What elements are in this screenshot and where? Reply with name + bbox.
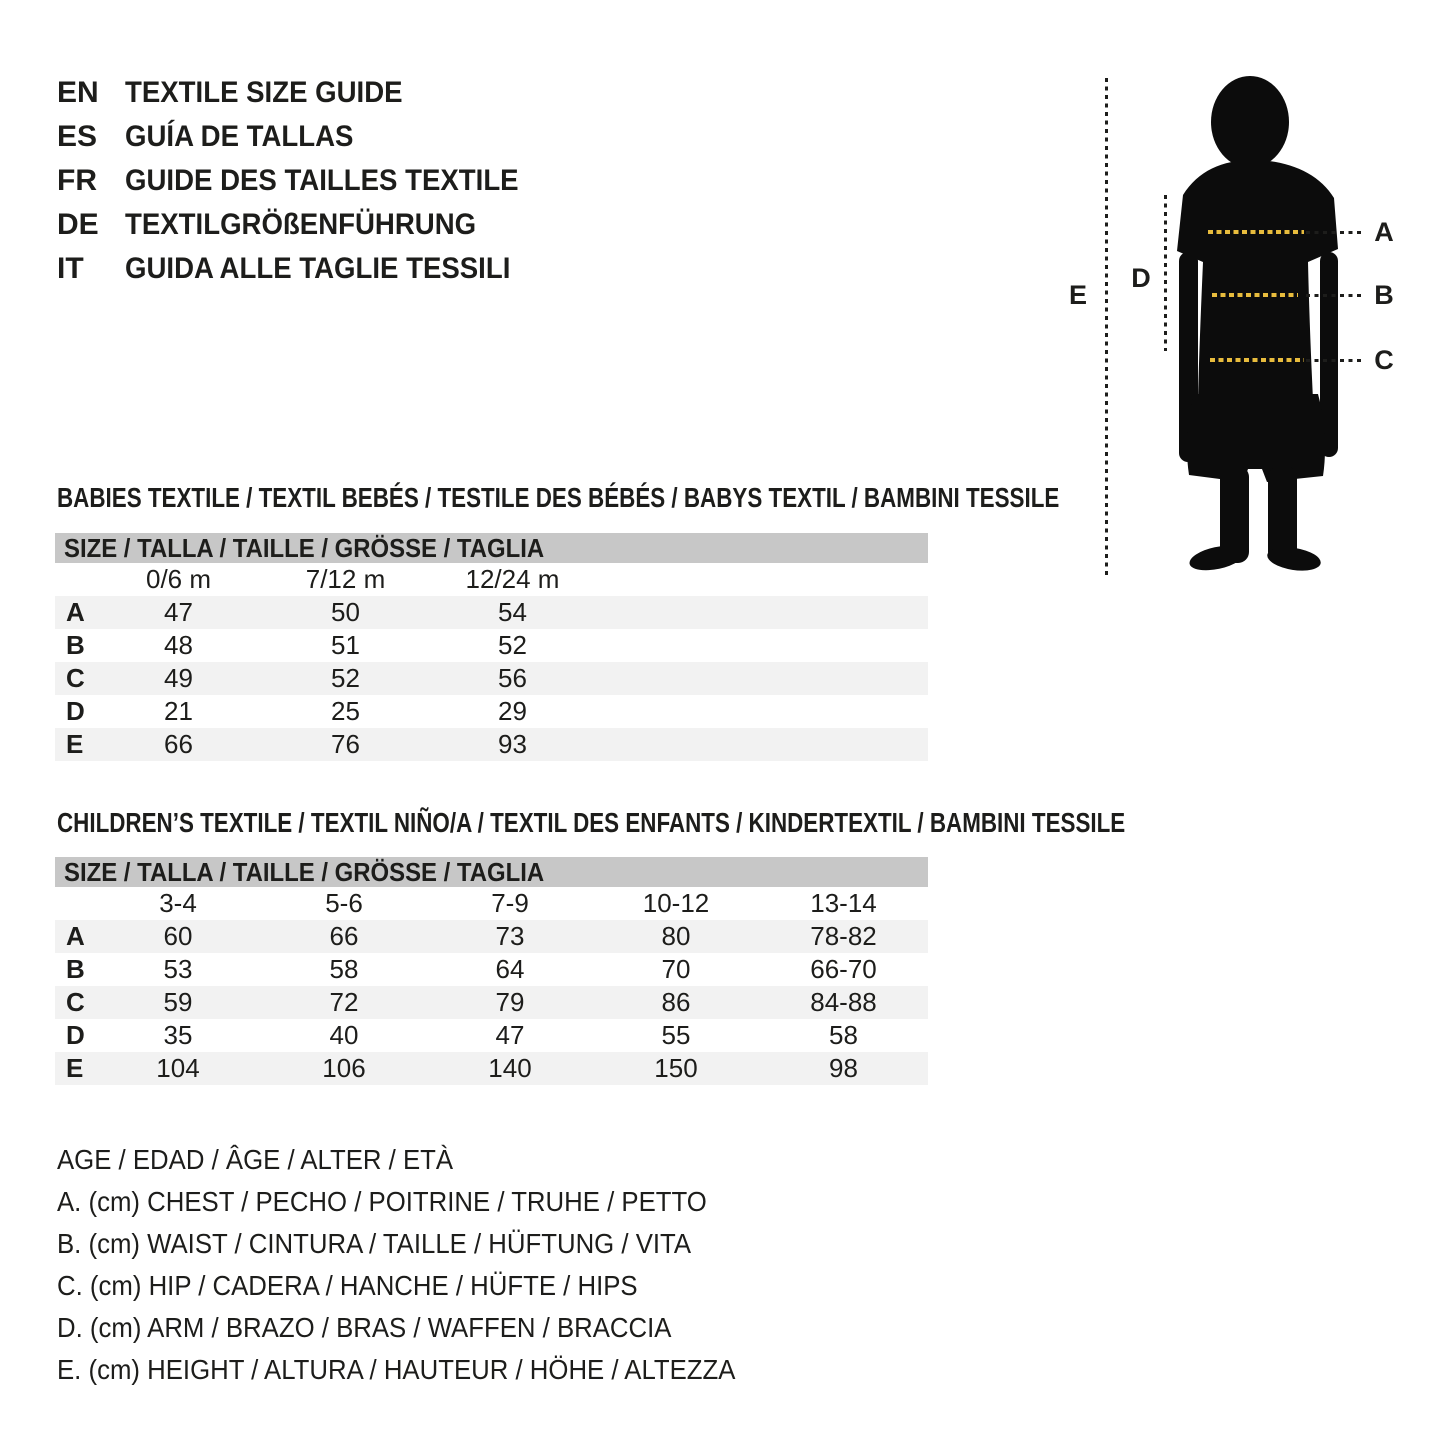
cell-value: 78-82: [810, 921, 877, 951]
cell-value: 52: [498, 630, 527, 660]
cell-value: 52: [331, 663, 360, 693]
table-row-a: [55, 596, 928, 629]
cell-value: 54: [498, 597, 527, 627]
table-row-c: [55, 986, 928, 1019]
legend-age-text: AGE / EDAD / ÂGE / ALTER / ETÀ: [57, 1144, 454, 1175]
guide-title-en: TEXTILE SIZE GUIDE: [125, 76, 403, 109]
legend-line-height: [57, 1349, 794, 1391]
cell-value: 98: [829, 1053, 858, 1083]
cell-value: 35: [163, 1020, 193, 1050]
children-table-header-bar: [55, 857, 928, 887]
cell-value: 48: [164, 630, 193, 660]
cell-value: 140: [488, 1053, 532, 1083]
cell-value: 29: [498, 696, 527, 726]
children-column-7-9: 7-9: [491, 888, 529, 918]
language-row-de: [57, 203, 553, 247]
legend-line-hip: [57, 1265, 794, 1307]
cell-value: 73: [495, 921, 525, 951]
babies-column-0-6m: 0/6 m: [145, 564, 212, 594]
legend-arm-text: D. (cm) ARM / BRAZO / BRAS / WAFFEN / BRACCIA: [57, 1312, 672, 1343]
table-row-c: [55, 662, 928, 695]
babies-section-title-text: BABIES TEXTILE / TEXTIL BEBÉS / TESTILE DES BÉBÉS / BABYS TEXTIL / BAMBINI TESSILE: [57, 482, 1060, 513]
legend-height-text: E. (cm) HEIGHT / ALTURA / HAUTEUR / HÖHE / ALTEZZA: [57, 1354, 736, 1385]
children-size-table: [55, 857, 928, 1085]
language-row-fr: [57, 159, 553, 203]
cell-value: 70: [661, 954, 691, 984]
measure-label-hip: C: [1374, 345, 1394, 375]
cell-value: 84-88: [810, 987, 877, 1017]
hip-leader-dotted-line: [1306, 359, 1364, 362]
cell-value: 47: [495, 1020, 525, 1050]
language-code-it: IT: [57, 252, 84, 285]
babies-size-table: [55, 533, 928, 761]
guide-title-es: GUÍA DE TALLAS: [125, 120, 354, 153]
hip-measure-dash-line: [1210, 358, 1304, 362]
children-column-5-6: 5-6: [325, 888, 363, 918]
cell-value: 66: [164, 729, 193, 759]
babies-column-7-12m: 7/12 m: [305, 564, 386, 594]
table-row-e: [55, 1052, 928, 1085]
cell-value: 47: [164, 597, 193, 627]
children-section-title-text: CHILDREN’S TEXTILE / TEXTIL NIÑO/A / TEXTIL DES ENFANTS / KINDERTEXTIL / BAMBINI TESSILE: [57, 807, 1126, 838]
row-label-b: B: [66, 954, 85, 984]
table-row-e: [55, 728, 928, 761]
waist-leader-dotted-line: [1306, 294, 1364, 297]
row-label-a: A: [66, 597, 85, 627]
row-label-d: D: [66, 1020, 85, 1050]
children-column-header-row: [55, 887, 928, 920]
cell-value: 64: [495, 954, 525, 984]
cell-value: 104: [156, 1053, 200, 1083]
cell-value: 40: [329, 1020, 359, 1050]
row-label-c: C: [66, 987, 85, 1017]
waist-measure-dash-line: [1212, 293, 1298, 297]
cell-value: 58: [329, 954, 359, 984]
cell-value: 55: [661, 1020, 691, 1050]
cell-value: 66-70: [810, 954, 877, 984]
measure-label-height: E: [1068, 280, 1087, 310]
row-label-e: E: [66, 1053, 84, 1083]
guide-title-fr: GUIDE DES TAILLES TEXTILE: [125, 164, 519, 197]
cell-value: 60: [163, 921, 193, 951]
children-size-header-text: SIZE / TALLA / TAILLE / GRÖSSE / TAGLIA: [64, 856, 545, 887]
cell-value: 56: [498, 663, 527, 693]
language-title-list: [57, 71, 553, 291]
legend-chest-text: A. (cm) CHEST / PECHO / POITRINE / TRUHE / PETTO: [57, 1186, 707, 1217]
cell-value: 49: [164, 663, 193, 693]
language-row-es: [57, 115, 553, 159]
children-column-3-4: 3-4: [159, 888, 197, 918]
row-label-a: A: [66, 921, 85, 951]
cell-value: 106: [322, 1053, 366, 1083]
cell-value: 51: [331, 630, 360, 660]
cell-value: 59: [163, 987, 193, 1017]
cell-value: 150: [654, 1053, 698, 1083]
cell-value: 86: [661, 987, 691, 1017]
legend-line-arm: [57, 1307, 794, 1349]
cell-value: 80: [661, 921, 691, 951]
legend-line-chest: [57, 1181, 794, 1223]
table-row-a: [55, 920, 928, 953]
guide-title-it: GUIDA ALLE TAGLIE TESSILI: [125, 252, 511, 285]
arm-measure-dotted-line: [1164, 195, 1167, 351]
cell-value: 79: [495, 987, 525, 1017]
measure-label-waist: B: [1374, 280, 1394, 310]
children-section-title: [57, 807, 1392, 839]
legend-line-age: [57, 1139, 794, 1181]
babies-section-title: [57, 482, 1310, 514]
babies-size-header-text: SIZE / TALLA / TAILLE / GRÖSSE / TAGLIA: [64, 532, 545, 563]
language-row-en: [57, 71, 553, 115]
cell-value: 66: [329, 921, 359, 951]
cell-value: 58: [829, 1020, 858, 1050]
row-label-e: E: [66, 729, 84, 759]
guide-title-de: TEXTILGRÖßENFÜHRUNG: [125, 208, 477, 241]
language-code-de: DE: [57, 208, 99, 241]
measure-label-chest: A: [1374, 217, 1394, 247]
chest-measure-dash-line: [1208, 230, 1304, 234]
table-row-d: [55, 695, 928, 728]
cell-value: 25: [331, 696, 360, 726]
row-label-d: D: [66, 696, 85, 726]
children-column-13-14: 13-14: [810, 888, 877, 918]
legend-waist-text: B. (cm) WAIST / CINTURA / TAILLE / HÜFTUNG / VITA: [57, 1228, 692, 1259]
legend-line-waist: [57, 1223, 794, 1265]
cell-value: 93: [498, 729, 527, 759]
language-code-fr: FR: [57, 164, 97, 197]
babies-column-12-24m: 12/24 m: [465, 564, 560, 594]
row-label-b: B: [66, 630, 85, 660]
babies-table-header-bar: [55, 533, 928, 563]
row-label-c: C: [66, 663, 85, 693]
cell-value: 50: [331, 597, 360, 627]
measurement-legend: [57, 1139, 794, 1391]
children-column-10-12: 10-12: [642, 888, 710, 918]
table-row-b: [55, 953, 928, 986]
chest-leader-dotted-line: [1306, 231, 1364, 234]
cell-value: 53: [163, 954, 193, 984]
babies-column-header-row: [55, 563, 928, 596]
cell-value: 21: [164, 696, 193, 726]
language-code-es: ES: [57, 120, 98, 153]
language-code-en: EN: [57, 76, 99, 109]
legend-hip-text: C. (cm) HIP / CADERA / HANCHE / HÜFTE / HIPS: [57, 1270, 638, 1301]
cell-value: 72: [329, 987, 359, 1017]
table-row-d: [55, 1019, 928, 1052]
table-row-b: [55, 629, 928, 662]
cell-value: 76: [331, 729, 360, 759]
language-row-it: [57, 247, 553, 291]
measure-label-arm: D: [1131, 263, 1151, 293]
